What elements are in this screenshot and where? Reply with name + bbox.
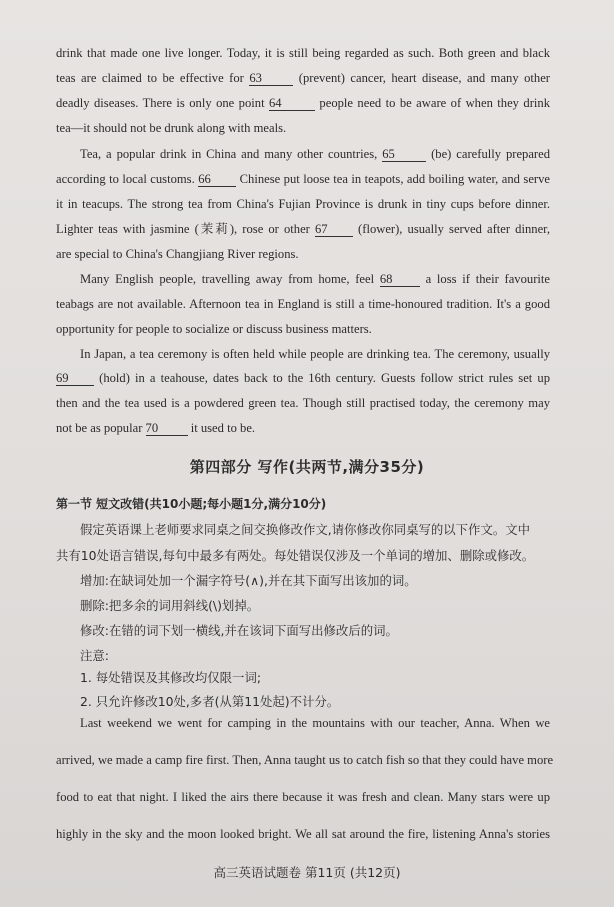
- instruction-line: 共有10处语言错误,每句中最多有两处。每处错误仅涉及一个单词的增加、删除或修改。: [56, 548, 535, 563]
- passage-line: tea—it should not be drunk along with meals.: [56, 121, 287, 135]
- instruction-add: 增加:在缺词处加一个漏字符号(∧),并在其下面写出该加的词。: [80, 573, 417, 588]
- passage-line: In Japan, a tea ceremony is often held while people are drinking tea. The ceremony, usually: [80, 347, 550, 361]
- note-item: 2. 只允许修改10处,多者(从第11处起)不计分。: [80, 694, 340, 709]
- passage-line: it in teacups. The strong tea from China's Fujian Province is drunk in tiny cups before dinner.: [56, 197, 550, 211]
- essay-line: food to eat that night. I liked the airs there because it was fresh and clean. Many stars were up: [56, 790, 550, 804]
- section-title: 第一节 短文改错(共10小题;每小题1分,满分10分): [56, 497, 327, 511]
- passage-line: not be as popular 70 it used to be.: [56, 421, 256, 435]
- passage-line: according to local customs. 66 Chinese put loose tea in teapots, add boiling water, and serve: [56, 172, 550, 186]
- note-label: 注意:: [80, 648, 109, 663]
- passage-line: are special to China's Changjiang River regions.: [56, 247, 299, 261]
- passage-line: then and the tea used is a powdered green tea. Though still practised today, the ceremony may: [56, 396, 550, 410]
- part-title: 第四部分 写作(共两节,满分35分): [189, 458, 425, 476]
- blank-67[interactable]: 67: [315, 223, 353, 237]
- passage-line: deadly diseases. There is only one point 64 people need to be aware of when they drink: [56, 96, 550, 110]
- blank-66[interactable]: 66: [198, 173, 236, 187]
- essay-line: Last weekend we went for camping in the mountains with our teacher, Anna. When we: [80, 716, 550, 730]
- passage-line: teas are claimed to be effective for 63 (prevent) cancer, heart disease, and many other: [56, 71, 550, 85]
- passage-line: Lighter teas with jasmine (茉莉), rose or other 67 (flower), usually served after dinner,: [56, 222, 550, 236]
- blank-69[interactable]: 69: [56, 372, 94, 386]
- instruction-modify: 修改:在错的词下划一横线,并在该词下面写出修改后的词。: [80, 623, 398, 638]
- essay-line: highly in the sky and the moon looked bright. We all sat around the fire, listening Anna's stories: [56, 827, 550, 841]
- instruction-delete: 删除:把多余的词用斜线(\)划掉。: [80, 598, 260, 613]
- blank-64[interactable]: 64: [269, 97, 315, 111]
- blank-70[interactable]: 70: [146, 422, 188, 436]
- passage-line: teabags are not available. Afternoon tea in England is still a time-honoured tradition. It's a good: [56, 297, 550, 311]
- passage-line: drink that made one live longer. Today, it is still being regarded as such. Both green and black: [56, 46, 550, 60]
- passage-line: Many English people, travelling away from home, feel 68 a loss if their favourite: [80, 272, 550, 286]
- essay-line: arrived, we made a camp fire first. Then, Anna taught us to catch fish so that they could have more: [56, 753, 554, 767]
- blank-65[interactable]: 65: [382, 148, 426, 162]
- note-item: 1. 每处错误及其修改均仅限一词;: [80, 670, 262, 685]
- passage-line: Tea, a popular drink in China and many other countries, 65 (be) carefully prepared: [80, 147, 551, 161]
- blank-68[interactable]: 68: [380, 273, 420, 287]
- passage-line: 69 (hold) in a teahouse, dates back to the 16th century. Guests follow strict rules set up: [56, 371, 550, 385]
- page-footer: 高三英语试题卷 第11页 (共12页): [213, 865, 401, 880]
- blank-63[interactable]: 63: [249, 72, 293, 86]
- instruction-line: 假定英语课上老师要求同桌之间交换修改作文,请你修改你同桌写的以下作文。文中: [80, 522, 531, 537]
- passage-line: opportunity for people to socialize or discuss business matters.: [56, 322, 372, 336]
